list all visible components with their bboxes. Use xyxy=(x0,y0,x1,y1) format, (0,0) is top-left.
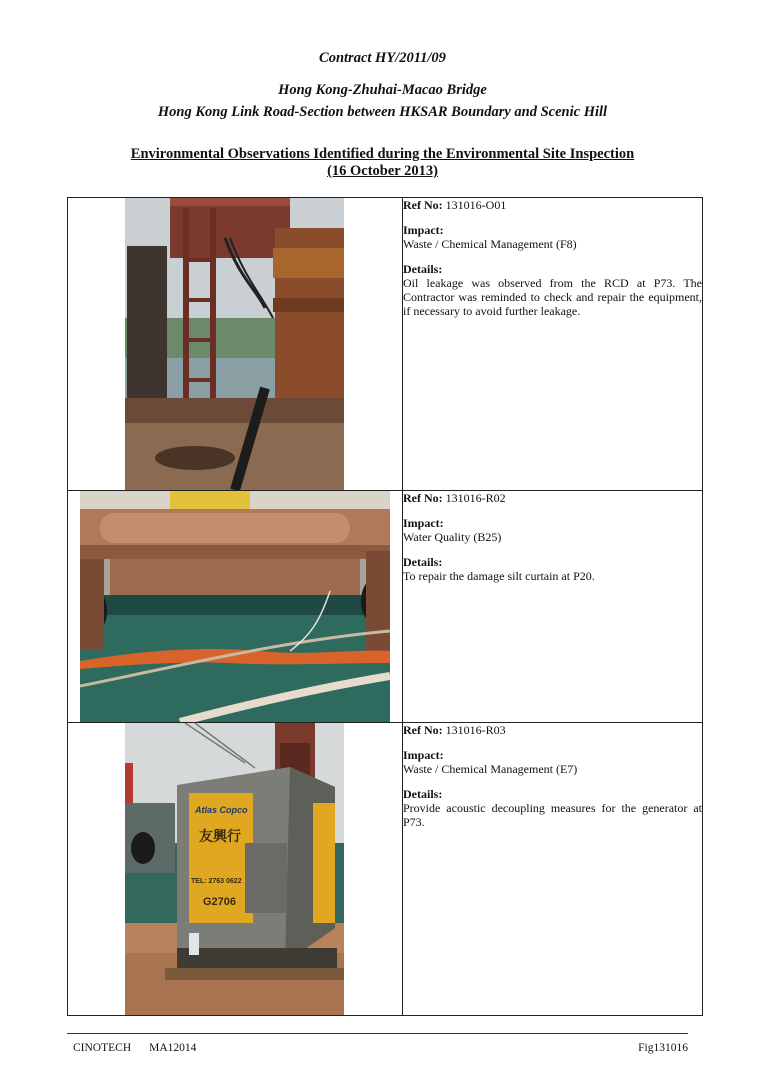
footer-doc-ref: MA12014 xyxy=(149,1042,197,1054)
footer-divider xyxy=(67,1033,688,1034)
info-cell-2 xyxy=(403,491,703,723)
document-title: Environmental Observations Identified during the Environmental Site Inspection xyxy=(130,146,635,162)
ref-no-label: Ref No: xyxy=(403,723,443,737)
impact-value: Water Quality (B25) xyxy=(403,530,502,544)
photo-silt-curtain xyxy=(80,491,390,722)
generator-unit-label: G2706 xyxy=(203,896,237,908)
ref-no-label: Ref No: xyxy=(403,491,443,505)
impact-label: Impact: xyxy=(403,223,444,237)
ref-no-label: Ref No: xyxy=(403,198,443,212)
details-label: Details: xyxy=(403,262,443,276)
observation-row-3 xyxy=(68,723,703,1016)
details-value: To repair the damage silt curtain at P20. xyxy=(403,569,595,583)
generator-brand-label: Atlas Copco xyxy=(195,805,248,815)
ref-no-value: 131016-R03 xyxy=(445,723,506,737)
contract-number: Contract HY/2011/09 xyxy=(319,50,446,66)
photo-cell-3 xyxy=(68,723,403,1016)
impact-label: Impact: xyxy=(403,748,444,762)
project-title-line1: Hong Kong-Zhuhai-Macao Bridge xyxy=(278,82,487,98)
generator-tel-label: TEL: 2763 0622 xyxy=(191,878,242,885)
footer-left xyxy=(73,1042,214,1054)
generator-chinese-label: 友興行 xyxy=(199,829,241,845)
details-label: Details: xyxy=(403,787,443,801)
ref-no-value: 131016-O01 xyxy=(445,198,507,212)
footer-figure-number: Fig131016 xyxy=(638,1042,688,1054)
observation-row-2 xyxy=(68,491,703,723)
info-cell-1 xyxy=(403,198,703,491)
project-title-line2: Hong Kong Link Road-Section between HKSAR Boundary and Scenic Hill xyxy=(157,104,608,120)
photo-generator xyxy=(125,723,344,1015)
ref-no-value: 131016-R02 xyxy=(445,491,506,505)
footer-company: CINOTECH xyxy=(73,1042,132,1054)
observation-row-1 xyxy=(68,198,703,491)
impact-label: Impact: xyxy=(403,516,444,530)
observations-table xyxy=(67,197,703,1016)
photo-oil-leakage xyxy=(125,198,344,490)
photo-cell-2 xyxy=(68,491,403,723)
impact-value: Waste / Chemical Management (F8) xyxy=(403,237,577,251)
info-cell-3 xyxy=(403,723,703,1016)
photo-cell-1 xyxy=(68,198,403,491)
details-value: Provide acoustic decoupling measures for the generator at P73. xyxy=(403,801,702,829)
impact-value: Waste / Chemical Management (E7) xyxy=(403,762,578,776)
details-label: Details: xyxy=(403,555,443,569)
details-value: Oil leakage was observed from the RCD at P73. The Contractor was reminded to check and repair the equipment, if necessary to avoid further leakage. xyxy=(403,276,702,318)
document-date: (16 October 2013) xyxy=(327,163,438,179)
